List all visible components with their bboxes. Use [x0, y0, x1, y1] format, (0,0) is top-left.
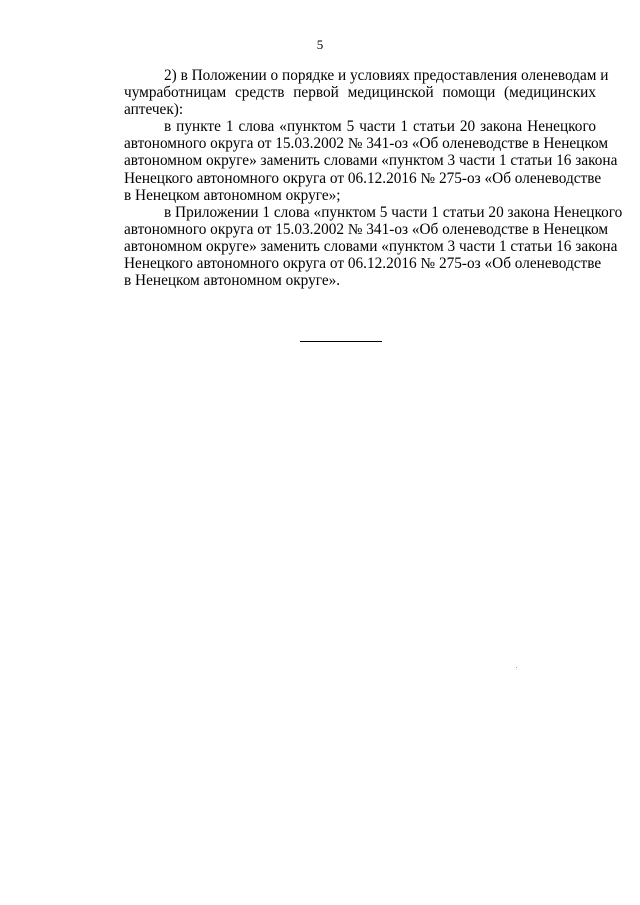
- paragraph-clause-appendix-1: [84, 203, 623, 290]
- end-separator-line: [300, 341, 382, 342]
- text-line: Ненецкого автономного округа от 06.12.2016 № 275-оз «Об оленеводстве: [124, 169, 602, 187]
- text-line: Ненецкого автономного округа от 06.12.2016 № 275-оз «Об оленеводстве: [124, 255, 602, 273]
- paragraph-item-2: [84, 67, 609, 119]
- text-line: в Приложении 1 слова «пунктом 5 части 1 статьи 20 закона Ненецкого: [164, 203, 623, 221]
- document-body: [84, 67, 623, 290]
- text-line: автономном округе» заменить словами «пунктом 3 части 1 статьи 16 закона: [124, 152, 618, 170]
- text-line: в пункте 1 слова «пунктом 5 части 1 статьи 20 закона Ненецкого: [164, 118, 596, 136]
- text-line: автономного округа от 15.03.2002 № 341-оз «Об оленеводстве в Ненецком: [124, 220, 609, 238]
- text-line: автономном округе» заменить словами «пунктом 3 части 1 статьи 16 закона: [124, 237, 618, 255]
- paragraph-clause-point-1: [84, 118, 618, 204]
- text-line: чумработницам средств первой медицинской помощи (медицинских: [124, 84, 596, 102]
- text-line: автономного округа от 15.03.2002 № 341-оз «Об оленеводстве в Ненецком: [124, 135, 609, 153]
- text-line: 2) в Положении о порядке и условиях предоставления оленеводам и: [164, 67, 609, 84]
- page-number: 5: [316, 37, 324, 52]
- text-line: в Ненецком автономном округе»;: [124, 186, 341, 204]
- scan-speck: [516, 667, 517, 668]
- text-line: аптечек):: [124, 101, 184, 119]
- text-line: в Ненецком автономном округе».: [124, 272, 341, 290]
